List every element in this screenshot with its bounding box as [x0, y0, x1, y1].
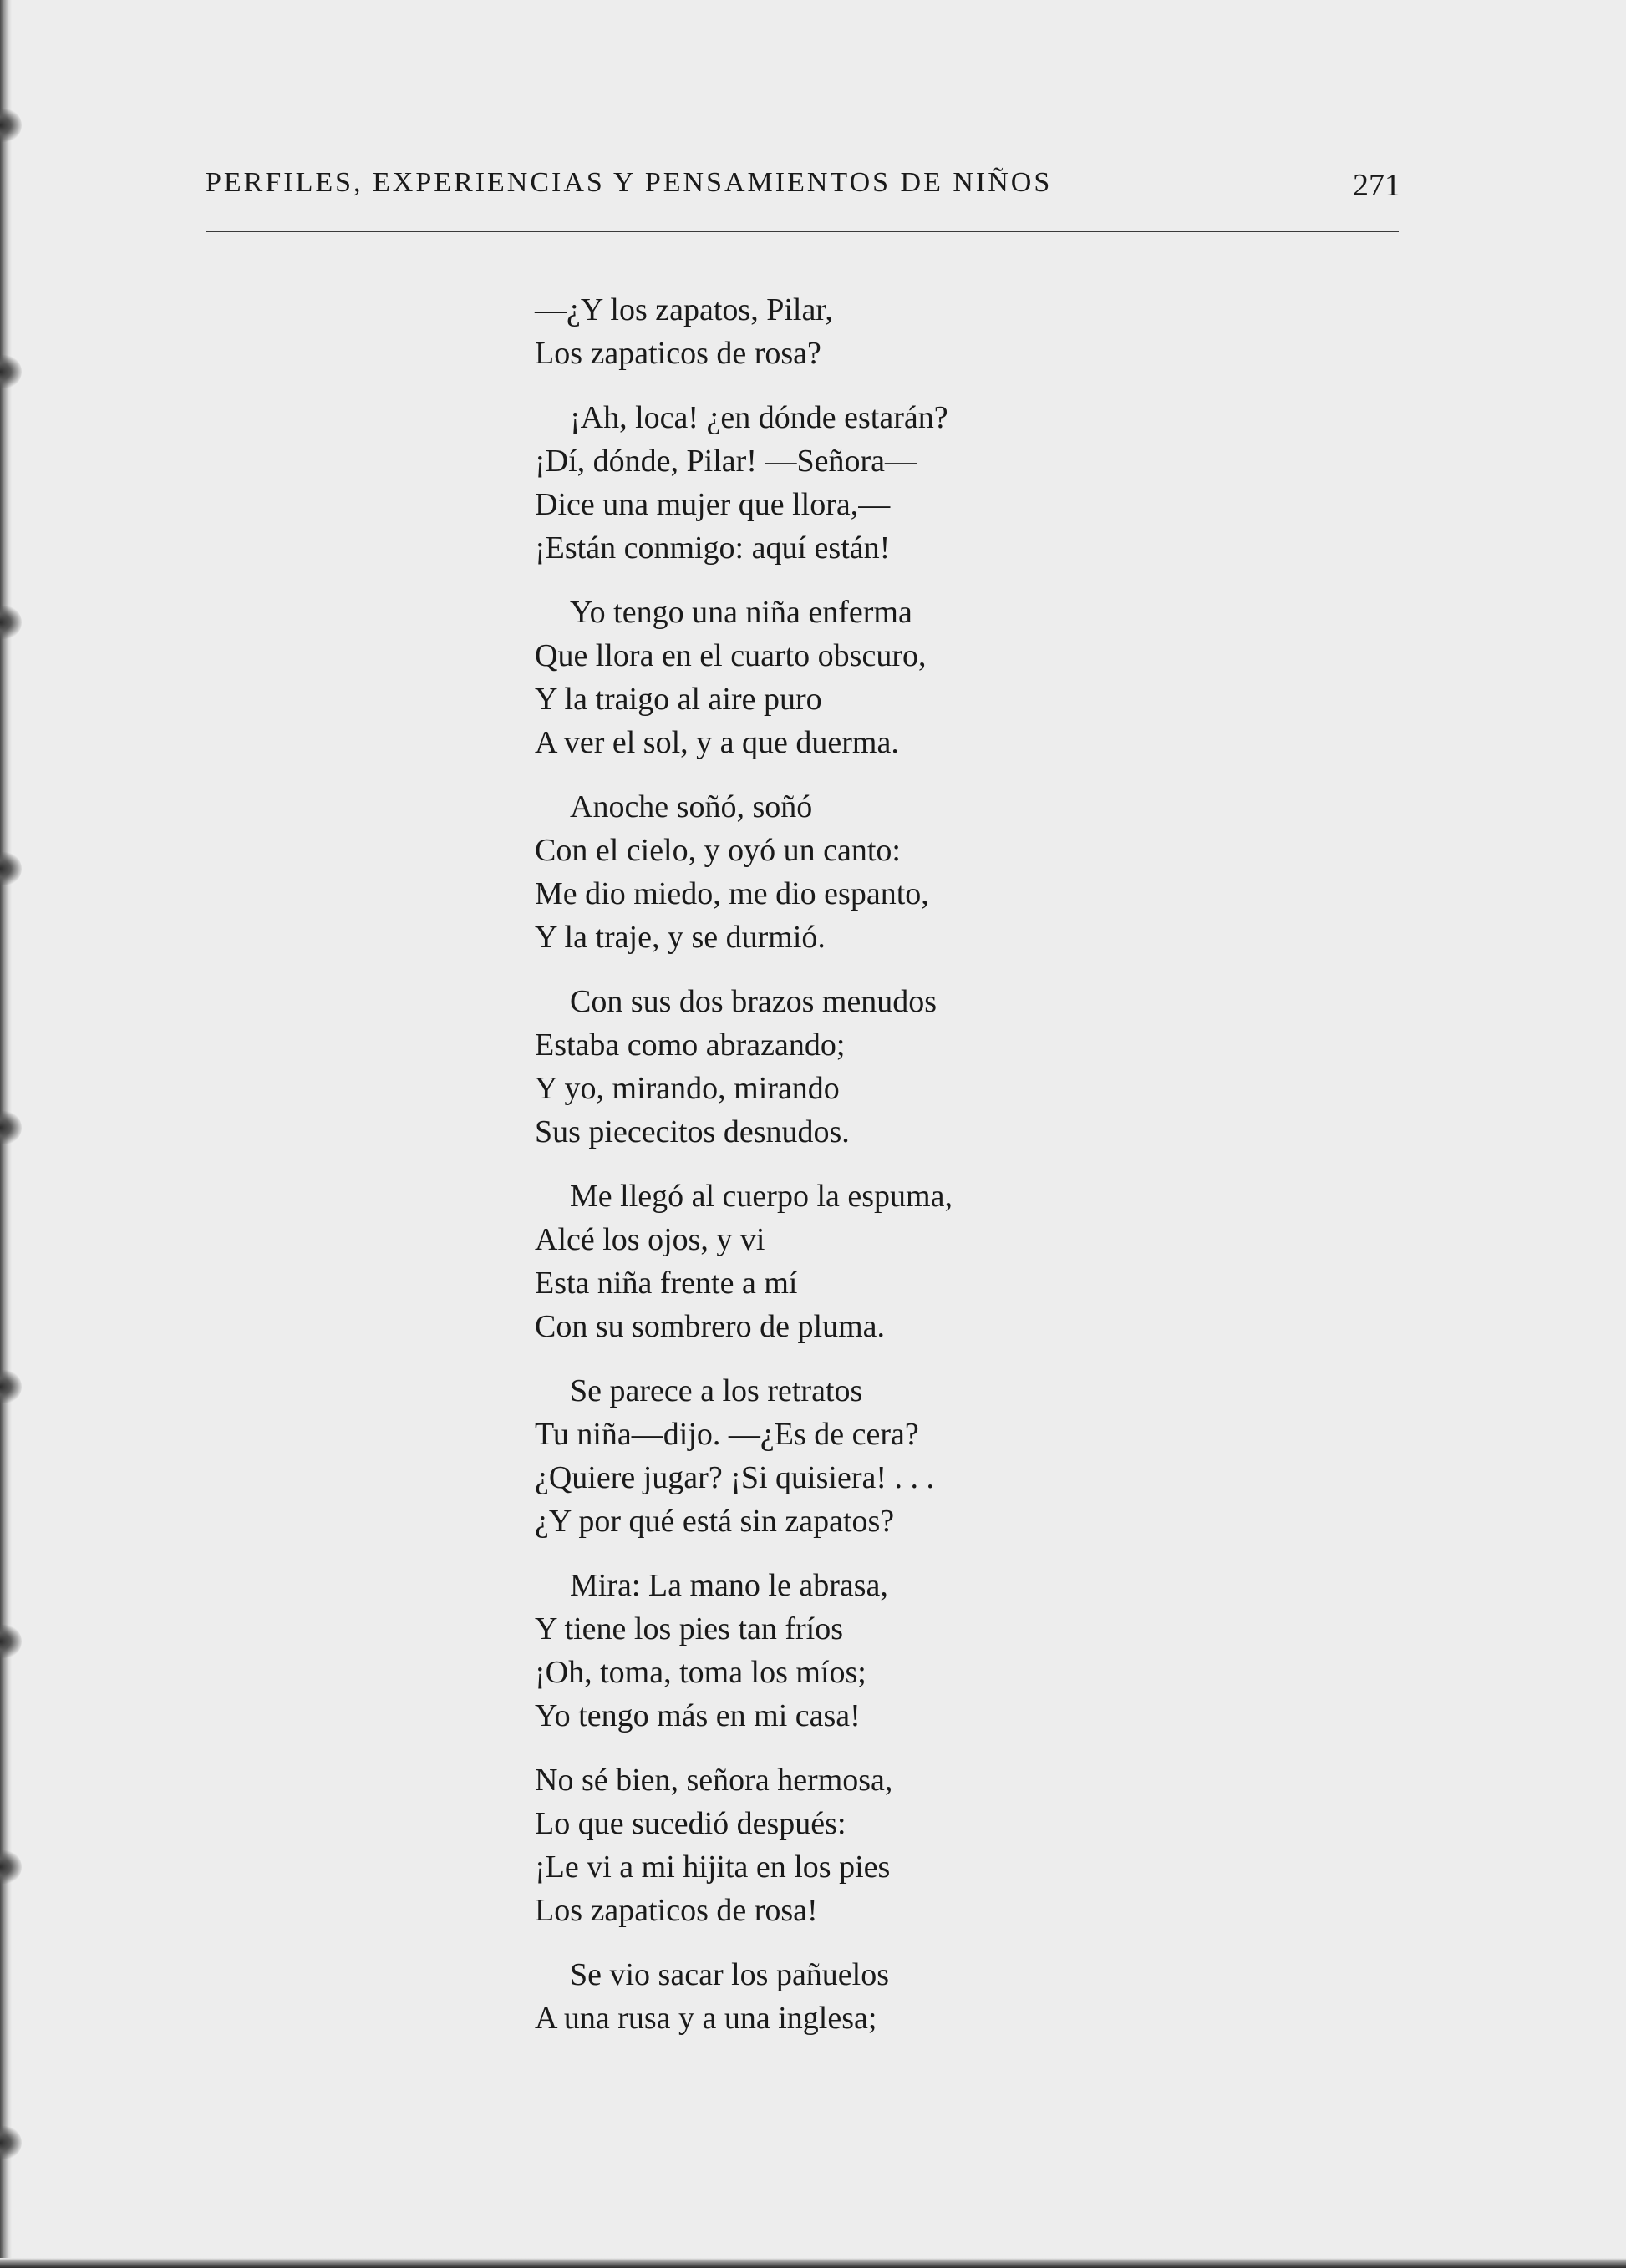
stanza	[535, 1369, 1370, 1543]
running-title: PERFILES, EXPERIENCIAS Y PENSAMIENTOS DE NIÑOS	[206, 167, 1053, 198]
poem-line: Los zapaticos de rosa!	[535, 1893, 818, 1928]
poem-line: Dice una mujer que llora,—	[535, 487, 891, 522]
page-bottom-edge	[0, 2258, 1626, 2268]
poem-line: Con su sombrero de pluma.	[535, 1309, 886, 1344]
punch-hole	[0, 1625, 22, 1658]
stanza	[535, 1953, 1370, 2040]
poem-line: Sus piececitos desnudos.	[535, 1114, 850, 1149]
poem-line: Se vio sacar los pañuelos	[570, 1957, 890, 1992]
poem-line: Tu niña—dijo. —¿Es de cera?	[535, 1417, 919, 1452]
punch-hole	[0, 1370, 22, 1403]
poem-line: Y la traigo al aire puro	[535, 682, 822, 717]
poem-line: Me dio miedo, me dio espanto,	[535, 876, 929, 911]
poem-line: Anoche soñó, soñó	[570, 789, 813, 824]
running-head	[206, 167, 1400, 209]
poem-line: Con sus dos brazos menudos	[570, 984, 937, 1019]
stanza	[535, 396, 1370, 570]
stanza	[535, 288, 1370, 375]
poem	[535, 288, 1370, 2061]
poem-line: ¡Le vi a mi hijita en los pies	[535, 1849, 891, 1885]
poem-line: ¡Oh, toma, toma los míos;	[535, 1655, 866, 1690]
poem-line: A ver el sol, y a que duerma.	[535, 725, 899, 760]
poem-line: Yo tengo una niña enferma	[570, 595, 912, 630]
poem-line: Y yo, mirando, mirando	[535, 1071, 840, 1106]
stanza	[535, 980, 1370, 1154]
poem-line: Y tiene los pies tan fríos	[535, 1611, 844, 1646]
stanza	[535, 1564, 1370, 1738]
punch-hole	[0, 606, 22, 639]
punch-hole	[0, 1111, 22, 1144]
poem-line: —¿Y los zapatos, Pilar,	[535, 292, 833, 327]
stanza	[535, 785, 1370, 959]
poem-line: ¡Están conmigo: aquí están!	[535, 530, 891, 566]
punch-hole	[0, 109, 22, 142]
poem-line: Yo tengo más en mi casa!	[535, 1698, 861, 1733]
poem-line: Con el cielo, y oyó un canto:	[535, 833, 901, 868]
poem-line: Que llora en el cuarto obscuro,	[535, 638, 927, 673]
poem-line: Esta niña frente a mí	[535, 1266, 798, 1301]
poem-line: Mira: La mano le abrasa,	[570, 1568, 888, 1603]
punch-hole	[0, 2126, 22, 2159]
stanza	[535, 1175, 1370, 1348]
poem-line: ¡Dí, dónde, Pilar! —Señora—	[535, 444, 917, 479]
stanza	[535, 591, 1370, 764]
poem-line: Estaba como abrazando;	[535, 1027, 846, 1063]
poem-line: Los zapaticos de rosa?	[535, 336, 821, 371]
punch-hole	[0, 355, 22, 388]
punch-hole	[0, 852, 22, 885]
poem-line: ¿Y por qué está sin zapatos?	[535, 1504, 895, 1539]
poem-line: Alcé los ojos, y vi	[535, 1222, 765, 1257]
punch-hole	[0, 1850, 22, 1884]
poem-line: Se parece a los retratos	[570, 1373, 863, 1408]
header-rule	[206, 231, 1399, 232]
stanza	[535, 1758, 1370, 1932]
poem-line: Y la traje, y se durmió.	[535, 920, 826, 955]
poem-line: ¡Ah, loca! ¿en dónde estarán?	[570, 400, 948, 435]
poem-line: ¿Quiere jugar? ¡Si quisiera! . . .	[535, 1460, 934, 1495]
poem-line: Lo que sucedió después:	[535, 1806, 846, 1841]
poem-line: A una rusa y a una inglesa;	[535, 2001, 877, 2036]
poem-line: Me llegó al cuerpo la espuma,	[570, 1179, 953, 1214]
page-number: 271	[1353, 168, 1400, 203]
poem-line: No sé bien, señora hermosa,	[535, 1763, 893, 1798]
